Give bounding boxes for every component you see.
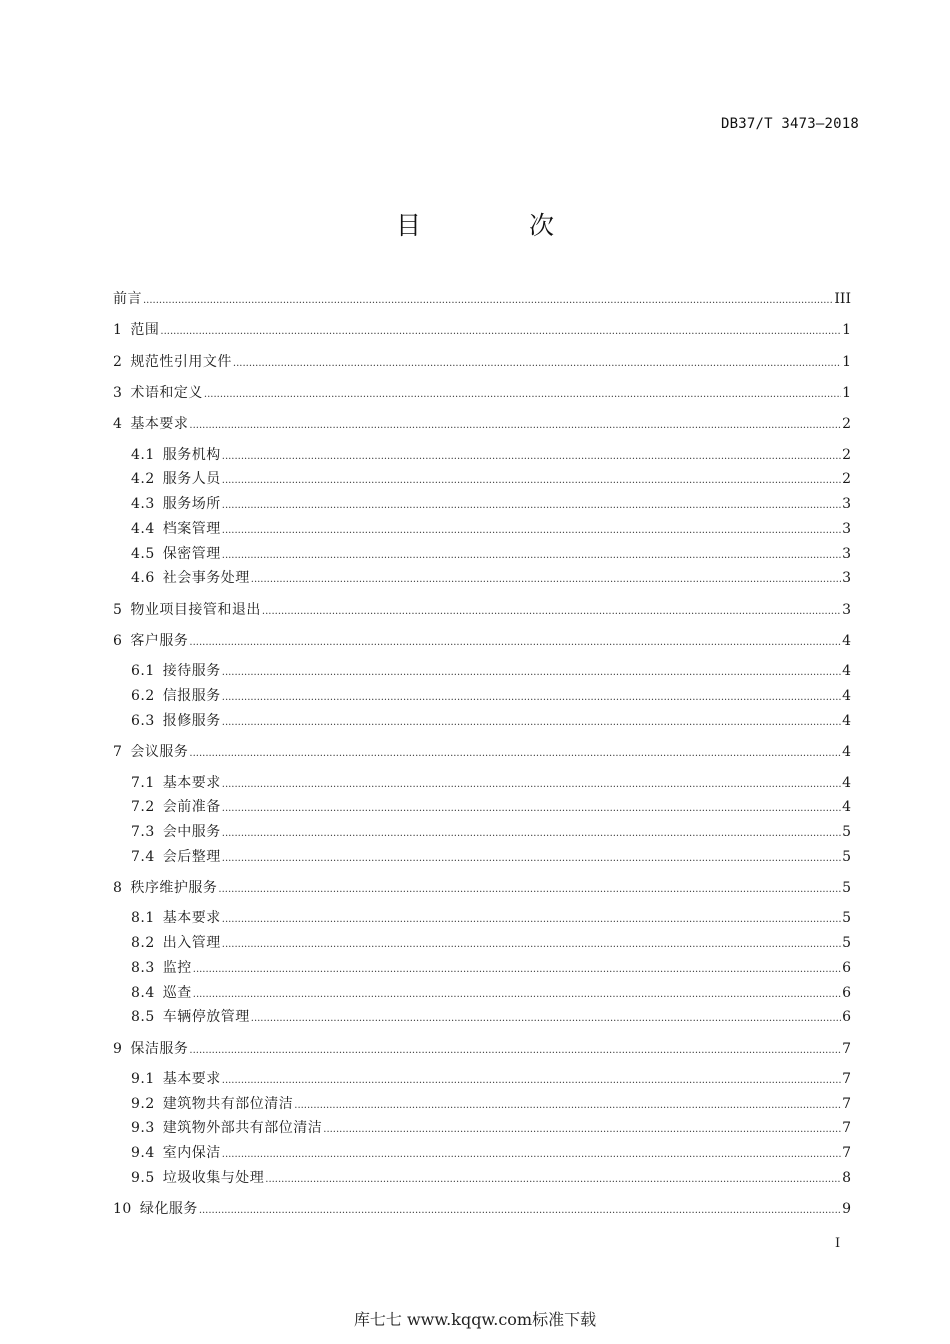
toc-entry-number: 4.2 xyxy=(131,471,155,487)
toc-entry[interactable] xyxy=(113,878,851,898)
toc-entry[interactable] xyxy=(113,600,851,620)
toc-entry-number: 1 xyxy=(113,322,123,338)
toc-entry-label: 巡查 xyxy=(162,985,192,1001)
toc-entry-page: 7 xyxy=(842,1120,851,1136)
toc-dot-leader xyxy=(222,469,841,491)
toc-entry-page: 7 xyxy=(842,1041,851,1057)
toc-entry-label: 会后整理 xyxy=(162,849,221,865)
toc-entry-label: 保洁服务 xyxy=(130,1041,189,1057)
toc-entry[interactable] xyxy=(131,1168,851,1188)
toc-dot-leader xyxy=(222,797,841,819)
toc-dot-leader xyxy=(222,661,841,683)
toc-entry[interactable] xyxy=(131,686,851,706)
toc-entry-page: 3 xyxy=(842,602,851,618)
toc-entry-page: 4 xyxy=(842,633,851,649)
toc-entry-number: 9.3 xyxy=(131,1120,155,1136)
toc-entry-number: 9.2 xyxy=(131,1096,155,1112)
toc-entry-label: 信报服务 xyxy=(162,688,221,704)
toc-entry-label: 基本要求 xyxy=(162,775,221,791)
toc-entry-page: 9 xyxy=(842,1201,851,1217)
toc-entry-page: 6 xyxy=(842,1009,851,1025)
toc-entry-number: 7.3 xyxy=(131,824,155,840)
toc-entry-page: 4 xyxy=(842,799,851,815)
toc-entry-label: 规范性引用文件 xyxy=(130,354,232,370)
page-number: I xyxy=(835,1236,841,1251)
toc-entry-page: 3 xyxy=(842,570,851,586)
toc-entry-label: 报修服务 xyxy=(162,713,221,729)
toc-entry-page: 5 xyxy=(842,849,851,865)
toc-entry-page: 1 xyxy=(842,354,851,370)
toc-entry-label: 会前准备 xyxy=(162,799,221,815)
toc-entry-page: 5 xyxy=(842,910,851,926)
toc-entry-number: 6.3 xyxy=(131,713,155,729)
doc-code: DB37/T 3473—2018 xyxy=(720,116,859,132)
toc-entry-label: 车辆停放管理 xyxy=(162,1009,250,1025)
toc-entry-number: 4.6 xyxy=(131,570,155,586)
toc-entry-page: 7 xyxy=(842,1145,851,1161)
toc-dot-leader xyxy=(222,908,841,930)
toc-entry-label: 档案管理 xyxy=(162,521,221,537)
toc-entry-page: 4 xyxy=(842,744,851,760)
toc-entry-page: 8 xyxy=(842,1170,851,1186)
toc-entry[interactable] xyxy=(131,847,851,867)
toc-entry-page: 6 xyxy=(842,985,851,1001)
toc-entry[interactable] xyxy=(131,1094,851,1114)
toc-entry-label: 术语和定义 xyxy=(130,385,203,401)
toc-entry-page: 4 xyxy=(842,775,851,791)
toc-entry[interactable] xyxy=(131,908,851,928)
toc-entry-page: III xyxy=(834,291,851,307)
toc-dot-leader xyxy=(218,878,841,900)
toc-entry[interactable] xyxy=(131,1118,851,1138)
toc-entry-label: 保密管理 xyxy=(162,546,221,562)
toc-entry-page: 3 xyxy=(842,496,851,512)
toc-entry-number: 5 xyxy=(113,602,123,618)
toc-dot-leader xyxy=(222,773,841,795)
toc-entry-number: 4 xyxy=(113,416,123,432)
toc-entry-number: 9.4 xyxy=(131,1145,155,1161)
toc-entry[interactable] xyxy=(131,958,851,978)
toc-entry[interactable] xyxy=(131,568,851,588)
toc-entry-label: 会中服务 xyxy=(162,824,221,840)
toc-entry-number: 10 xyxy=(113,1201,132,1217)
toc-entry-page: 3 xyxy=(842,546,851,562)
toc-dot-leader xyxy=(294,1094,841,1116)
toc-entry[interactable] xyxy=(113,631,851,651)
toc-entry-number: 4.5 xyxy=(131,546,155,562)
toc-entry-number: 7.2 xyxy=(131,799,155,815)
toc-dot-leader xyxy=(222,445,841,467)
toc-dot-leader xyxy=(262,600,841,622)
toc-entry-label: 建筑物外部共有部位清洁 xyxy=(162,1120,323,1136)
toc-entry-label: 物业项目接管和退出 xyxy=(130,602,261,618)
toc-entry-number: 9 xyxy=(113,1041,123,1057)
toc-entry[interactable] xyxy=(131,711,851,731)
toc-entry-label: 服务机构 xyxy=(162,447,221,463)
toc-entry-label: 建筑物共有部位清洁 xyxy=(162,1096,294,1112)
toc-entry-page: 7 xyxy=(842,1071,851,1087)
toc-entry-label: 垃圾收集与处理 xyxy=(162,1170,265,1186)
toc-entry[interactable] xyxy=(113,742,851,762)
toc-entry-page: 2 xyxy=(842,471,851,487)
page-title: 目 次 xyxy=(396,211,604,240)
toc-entry-label: 室内保洁 xyxy=(162,1145,221,1161)
toc-dot-leader xyxy=(193,958,841,980)
toc-entry-page: 3 xyxy=(842,521,851,537)
toc-entry[interactable] xyxy=(131,797,851,817)
toc-entry[interactable] xyxy=(131,773,851,793)
toc-entry[interactable] xyxy=(113,1199,851,1219)
toc-dot-leader xyxy=(222,686,841,708)
toc-dot-leader xyxy=(199,1199,841,1221)
toc-entry-number: 8.3 xyxy=(131,960,155,976)
toc-entry[interactable] xyxy=(131,933,851,953)
watermark: 库七七 www.kqqw.com标准下载 xyxy=(353,1310,597,1329)
toc-entry-number: 8.4 xyxy=(131,985,155,1001)
toc-entry-number: 8.1 xyxy=(131,910,155,926)
toc-dot-leader xyxy=(189,1039,841,1061)
toc-entry[interactable] xyxy=(131,822,851,842)
toc-dot-leader xyxy=(222,544,841,566)
toc-entry[interactable] xyxy=(131,661,851,681)
toc-entry-label: 客户服务 xyxy=(130,633,189,649)
toc-entry[interactable] xyxy=(113,383,851,403)
toc-entry[interactable] xyxy=(131,494,851,514)
toc-entry-page: 4 xyxy=(842,713,851,729)
toc-dot-leader xyxy=(189,742,841,764)
toc-entry-page: 4 xyxy=(842,663,851,679)
toc-entry-label: 监控 xyxy=(162,960,192,976)
toc-entry[interactable] xyxy=(113,1039,851,1059)
toc-entry[interactable] xyxy=(131,519,851,539)
toc-entry-number: 6.1 xyxy=(131,663,155,679)
toc-entry-page: 6 xyxy=(842,960,851,976)
toc-entry-number: 9.1 xyxy=(131,1071,155,1087)
toc-entry[interactable] xyxy=(113,289,851,309)
toc-entry-number: 7.4 xyxy=(131,849,155,865)
toc-entry-label: 出入管理 xyxy=(162,935,221,951)
toc-dot-leader xyxy=(251,568,841,590)
toc-entry-number: 4.1 xyxy=(131,447,155,463)
toc-entry-number: 6 xyxy=(113,633,123,649)
toc-dot-leader xyxy=(204,383,841,405)
toc-dot-leader xyxy=(160,320,841,342)
toc-entry-label: 服务人员 xyxy=(162,471,221,487)
toc-dot-leader xyxy=(222,822,841,844)
toc-entry-number: 6.2 xyxy=(131,688,155,704)
toc-dot-leader xyxy=(222,1069,841,1091)
toc-entry[interactable] xyxy=(131,445,851,465)
toc-entry-number: 4.3 xyxy=(131,496,155,512)
toc-entry-number: 9.5 xyxy=(131,1170,155,1186)
toc-dot-leader xyxy=(222,494,841,516)
toc-entry-page: 4 xyxy=(842,688,851,704)
toc-entry[interactable] xyxy=(113,352,851,372)
toc-dot-leader xyxy=(143,289,833,311)
toc-dot-leader xyxy=(222,933,841,955)
toc-entry-label: 基本要求 xyxy=(130,416,189,432)
toc-entry-label: 接待服务 xyxy=(162,663,221,679)
toc-entry[interactable] xyxy=(131,469,851,489)
toc-entry-label: 会议服务 xyxy=(130,744,189,760)
toc-entry[interactable] xyxy=(131,544,851,564)
toc-entry-number: 8.5 xyxy=(131,1009,155,1025)
toc-entry[interactable] xyxy=(113,414,851,434)
toc-entry-label: 服务场所 xyxy=(162,496,221,512)
toc-entry[interactable] xyxy=(131,1143,851,1163)
toc-entry-page: 7 xyxy=(842,1096,851,1112)
toc-entry[interactable] xyxy=(131,1069,851,1089)
toc-entry-number: 4.4 xyxy=(131,521,155,537)
toc-dot-leader xyxy=(265,1168,841,1190)
toc-dot-leader xyxy=(251,1007,841,1029)
toc-entry-label: 秩序维护服务 xyxy=(130,880,218,896)
toc-entry-page: 1 xyxy=(842,385,851,401)
toc-entry-number: 8 xyxy=(113,880,123,896)
toc-entry[interactable] xyxy=(131,1007,851,1027)
toc-dot-leader xyxy=(233,352,841,374)
toc-dot-leader xyxy=(222,1143,841,1165)
toc-entry-number: 2 xyxy=(113,354,123,370)
toc-dot-leader xyxy=(323,1118,841,1140)
toc-entry-label: 社会事务处理 xyxy=(162,570,250,586)
toc-entry-label: 范围 xyxy=(130,322,160,338)
toc-dot-leader xyxy=(222,519,841,541)
toc-entry-label: 前言 xyxy=(113,291,142,307)
toc-entry-page: 5 xyxy=(842,880,851,896)
toc-entry[interactable] xyxy=(131,983,851,1003)
toc-entry-page: 2 xyxy=(842,447,851,463)
toc-entry-label: 基本要求 xyxy=(162,910,221,926)
toc-dot-leader xyxy=(222,711,841,733)
toc-dot-leader xyxy=(189,631,841,653)
toc-entry-page: 5 xyxy=(842,824,851,840)
toc-dot-leader xyxy=(222,847,841,869)
toc-entry-number: 7 xyxy=(113,744,123,760)
toc-entry-page: 2 xyxy=(842,416,851,432)
toc-entry[interactable] xyxy=(113,320,851,340)
toc-entry-page: 5 xyxy=(842,935,851,951)
toc-entry-number: 7.1 xyxy=(131,775,155,791)
toc-entry-number: 8.2 xyxy=(131,935,155,951)
toc-entry-number: 3 xyxy=(113,385,123,401)
toc-entry-page: 1 xyxy=(842,322,851,338)
toc-entry-label: 基本要求 xyxy=(162,1071,221,1087)
toc-dot-leader xyxy=(189,414,841,436)
toc-entry-label: 绿化服务 xyxy=(139,1201,198,1217)
toc-dot-leader xyxy=(193,983,841,1005)
